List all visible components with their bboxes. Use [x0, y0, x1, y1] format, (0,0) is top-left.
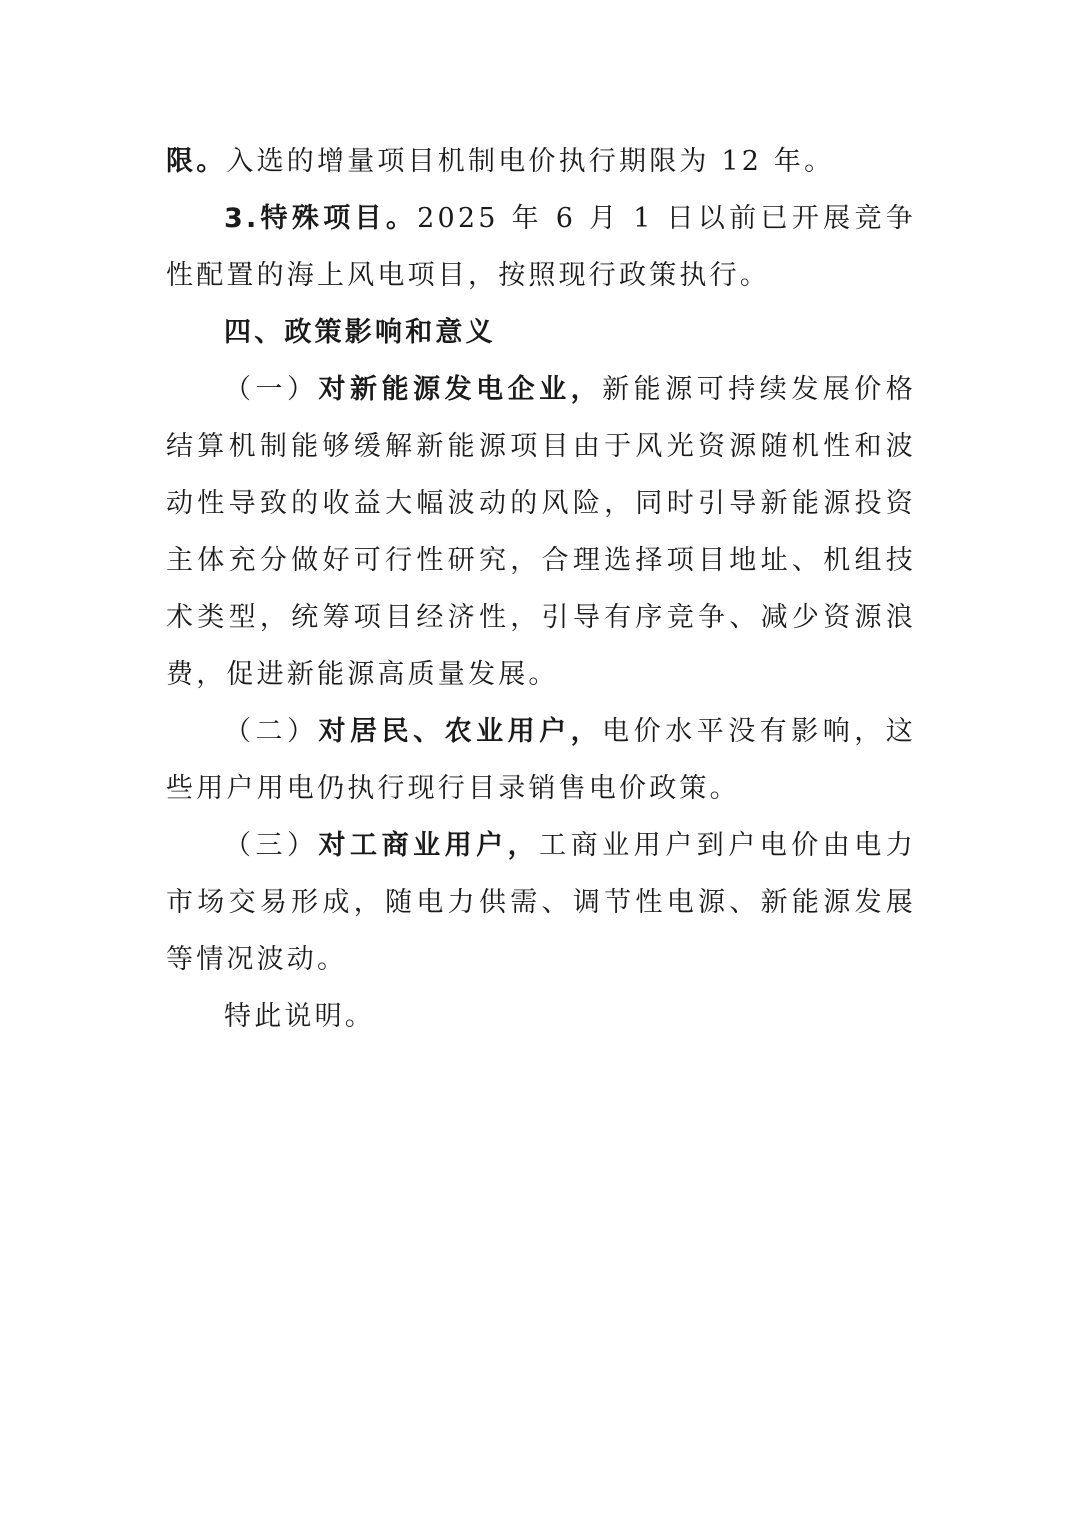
paragraph-prefix: （二） [224, 716, 319, 747]
paragraph-lead: 限。 [166, 146, 227, 177]
paragraph-term-limit [166, 133, 916, 190]
paragraph-text: 工商业用户到户电价由电力市场交易形成，随电力供需、调节性电源、新能源发展等情况波动。 [166, 830, 916, 975]
document-body [166, 133, 916, 1045]
paragraph-text: 入选的增量项目机制电价执行期限为 12 年。 [226, 146, 835, 177]
paragraph-lead: 3.特殊项目。 [224, 203, 418, 234]
paragraph-special-projects [166, 190, 916, 304]
paragraph-text: 新能源可持续发展价格结算机制能够缓解新能源项目由于风光资源随机性和波动性导致的收益大幅波动的风险，同时引导新能源投资主体充分做好可行性研究，合理选择项目地址、机组技术类型，统筹项目经济性，引导有序竞争、减少资源浪费，促进新能源高质量发展。 [166, 374, 916, 690]
paragraph-text: 2025 年 6 月 1 日以前已开展竞争性配置的海上风电项目，按照现行政策执行。 [166, 203, 916, 291]
section-heading: 四、政策影响和意义 [224, 317, 496, 348]
paragraph-prefix: （一） [224, 374, 319, 405]
paragraph-residential-users [166, 703, 916, 817]
paragraph-text: 电价水平没有影响，这些用户用电仍执行现行目录销售电价政策。 [166, 716, 916, 804]
paragraph-commercial-users [166, 817, 916, 988]
closing-statement: 特此说明。 [224, 1001, 375, 1032]
paragraph-generation-enterprises [166, 361, 916, 703]
paragraph-lead: 对工商业用户， [318, 830, 540, 861]
paragraph-lead: 对新能源发电企业， [318, 374, 603, 405]
paragraph-prefix: （三） [224, 830, 319, 861]
paragraph-lead: 对居民、农业用户， [318, 716, 603, 747]
